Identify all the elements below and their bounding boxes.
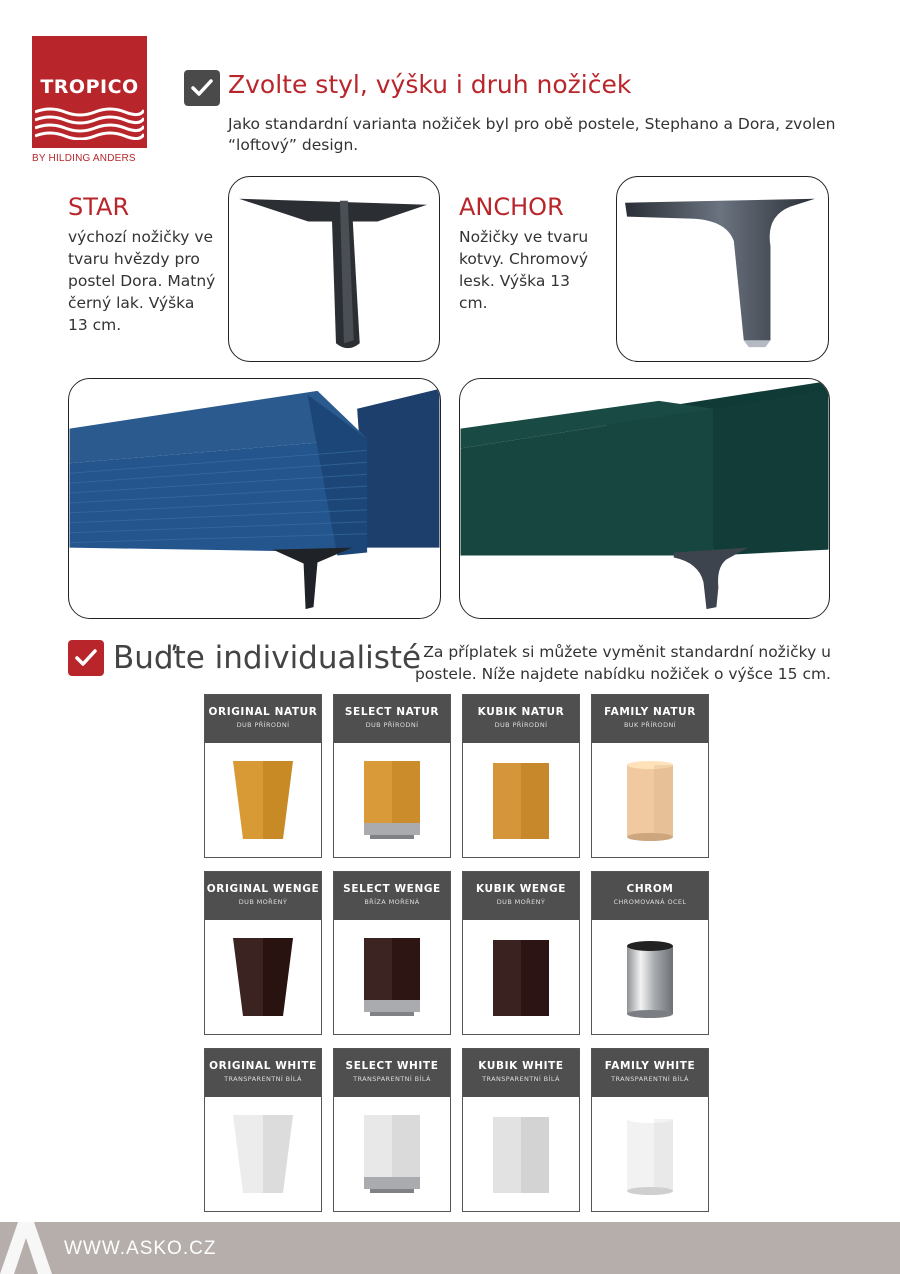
option-header [205,695,321,743]
cylinder-leg-icon [592,1097,708,1211]
block-leg-icon [463,743,579,857]
block-leg-icon [463,920,579,1034]
section-intro: Jako standardní varianta nožiček byl pro obě postele, Stephano a Dora, zvolen “loftový” design. [228,115,836,154]
option-header [592,872,708,920]
option-material: TRANSPARENTNÍ BÍLÁ [224,1075,302,1083]
option-name: SELECT WHITE [345,1060,439,1072]
option-name: ORIGINAL NATUR [208,706,318,718]
option-name: ORIGINAL WENGE [206,883,320,895]
cap-leg-icon [334,1097,450,1211]
logo-wordmark: TROPICO [40,76,139,98]
option-tile[interactable] [462,871,580,1035]
option-tile[interactable] [462,1048,580,1212]
option-tile[interactable] [204,871,322,1035]
anchor-leg-photo [616,176,829,362]
surcharge-note: Za příplatek si můžete vyměnit standardní nožičky u postele. Níže najdete nabídku nožiček o výšce 15 cm. [414,643,831,683]
cylinder-leg-icon [592,743,708,857]
option-tile[interactable] [333,1048,451,1212]
logo-subtitle: BY HILDING ANDERS [32,153,136,164]
checkmark-icon-red [68,640,104,676]
tapered-leg-icon [205,920,321,1034]
cap-leg-icon [334,920,450,1034]
option-name: KUBIK NATUR [477,706,565,718]
option-name: SELECT WENGE [343,883,441,895]
option-header [205,1049,321,1097]
option-header [463,1049,579,1097]
option-name: FAMILY WHITE [604,1060,696,1072]
option-name: SELECT NATUR [344,706,440,718]
option-header [592,1049,708,1097]
option-header [334,695,450,743]
option-header [205,872,321,920]
option-material: CHROMOVANÁ OCEL [613,898,687,906]
section-title-individual: Buďte individualisté [113,640,422,676]
bed-photo-green [459,378,830,619]
option-tile[interactable] [591,1048,709,1212]
checkmark-icon [184,70,220,106]
option-header [463,695,579,743]
option-material: TRANSPARENTNÍ BÍLÁ [482,1075,560,1083]
logo-waves-icon [35,106,144,140]
option-name: ORIGINAL WHITE [209,1060,317,1072]
tapered-leg-icon [205,1097,321,1211]
option-tile[interactable] [204,694,322,858]
option-name: CHROM [626,883,674,895]
option-material: DUB PŘÍRODNÍ [365,721,419,729]
option-material: TRANSPARENTNÍ BÍLÁ [353,1075,431,1083]
cap-leg-icon [334,743,450,857]
footer-url-link[interactable]: WWW.ASKO.CZ [64,1238,217,1259]
option-tile[interactable] [462,694,580,858]
option-name: KUBIK WHITE [478,1060,564,1072]
option-name: KUBIK WENGE [475,883,567,895]
option-material: DUB MOŘENÝ [496,898,546,906]
chrome-leg-icon [592,920,708,1034]
block-leg-icon [463,1097,579,1211]
leg-title-anchor: ANCHOR [459,193,564,221]
leg-title-star: STAR [68,193,130,221]
footer [0,1222,900,1274]
star-leg-photo [228,176,440,362]
leg-description-star: výchozí nožičky ve tvaru hvězdy pro postel Dora. Matný černý lak. Výška 13 cm. [68,228,216,334]
tropico-logo [32,36,147,148]
option-header [463,872,579,920]
option-material: BŘÍZA MOŘENÁ [364,898,420,906]
option-name: FAMILY NATUR [604,706,696,718]
option-tile[interactable] [333,694,451,858]
option-tile[interactable] [204,1048,322,1212]
option-tile[interactable] [591,871,709,1035]
option-material: BUK PŘÍRODNÍ [623,721,677,729]
option-header [592,695,708,743]
tapered-leg-icon [205,743,321,857]
option-material: DUB MOŘENÝ [238,898,288,906]
option-material: DUB PŘÍRODNÍ [494,721,548,729]
option-header [334,1049,450,1097]
asko-logo-icon [0,1222,52,1274]
section-title-style: Zvolte styl, výšku i druh nožiček [228,70,632,99]
leg-description-anchor: Nožičky ve tvaru kotvy. Chromový lesk. Výška 13 cm. [459,228,589,312]
option-material: DUB PŘÍRODNÍ [236,721,290,729]
option-tile[interactable] [333,871,451,1035]
bed-photo-blue [68,378,441,619]
option-header [334,872,450,920]
option-material: TRANSPARENTNÍ BÍLÁ [611,1075,689,1083]
option-tile[interactable] [591,694,709,858]
